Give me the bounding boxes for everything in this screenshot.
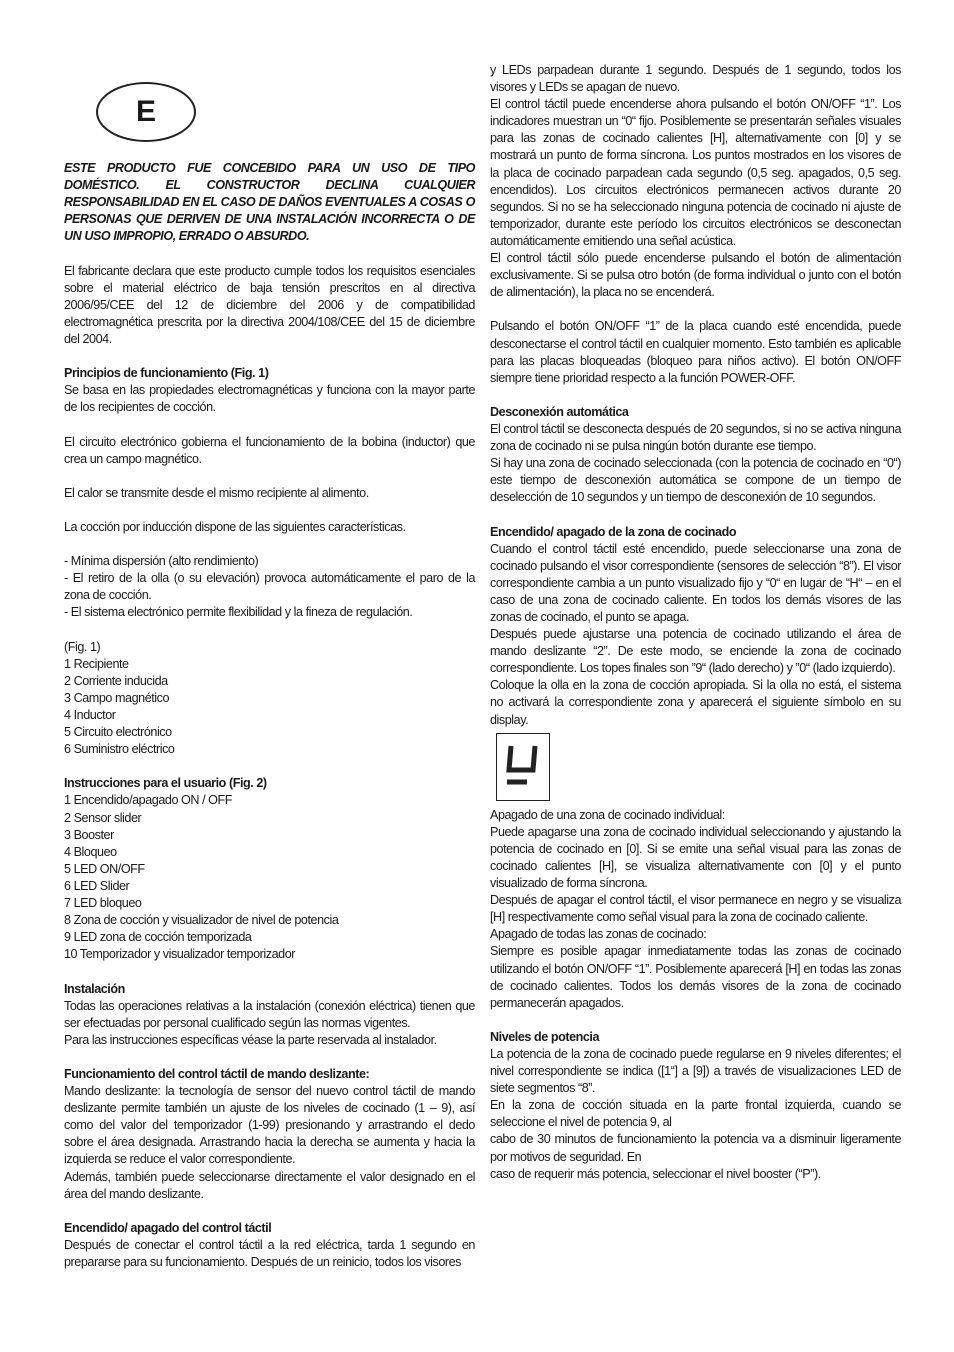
slider-heading: Funcionamiento del control táctil de mando deslizante: <box>64 1066 370 1081</box>
power-levels-heading: Niveles de potencia <box>490 1029 600 1044</box>
user-instructions-heading: Instrucciones para el usuario (Fig. 2) <box>64 776 267 791</box>
zone-paragraph: Siempre es posible apagar inmediatamente todas las zonas de cocinado utilizando el botón ON/OFF “1”. Posiblemente aparecerá [H] en todas las zonas de cocinado calientes. Todos los demás visores de la zona de cocinado permanecerán apagados. <box>490 944 901 1010</box>
zone-paragraph: Coloque la olla en la zona de cocción apropiada. Si la olla no está, el sistema no activará la correspondiente zona y aparecerá el siguiente símbolo en su display. <box>490 678 901 727</box>
list-item: 5 Circuito electrónico <box>64 725 172 740</box>
language-letter: E <box>135 95 156 128</box>
power-levels-paragraph: En la zona de cocción situada en la parte frontal izquierda, cuando se seleccione el nivel de potencia 9, al <box>490 1098 901 1130</box>
list-item: 1 Encendido/apagado ON / OFF <box>64 793 233 808</box>
onoff-continued: Pulsando el botón ON/OFF “1” de la placa cuando esté encendida, puede desconectarse el control táctil en cualquier momento. Esto también es aplicable para las placas bloqueadas (bloqueo para niños activo). El botón ON/OFF siempre tiene prioridad respecto a la función POWER-OFF. <box>490 319 901 385</box>
right-column <box>490 62 901 1183</box>
user-instructions-list <box>64 775 475 963</box>
no-pan-symbol-icon <box>496 733 550 801</box>
fig1-list <box>64 639 475 759</box>
installation-heading: Instalación <box>64 981 125 996</box>
principles-paragraph: La cocción por inducción dispone de las siguientes características. <box>64 519 406 534</box>
principles-paragraph: Se basa en las propiedades electromagnéticas y funciona con la mayor parte de los recipientes de cocción. <box>64 383 475 415</box>
installation-paragraph: Todas las operaciones relativas a la instalación (conexión eléctrica) tienen que ser efectuadas por personal cualificado según las normas vigentes. <box>64 998 475 1030</box>
list-item: 10 Temporizador y visualizador temporizador <box>64 947 296 962</box>
principles-paragraph: El calor se transmite desde el mismo recipiente al alimento. <box>64 485 369 500</box>
list-item: 2 Sensor slider <box>64 810 142 825</box>
left-column <box>64 160 475 1271</box>
principles-heading: Principios de funcionamiento (Fig. 1) <box>64 366 269 381</box>
list-item: 4 Inductor <box>64 708 116 722</box>
zone-paragraph: Cuando el control táctil esté encendido, puede seleccionarse una zona de cocinado pulsando el visor correspondiente (sensores de selección “8”). El visor correspondiente cambia a un punto visualizado fijo y “0“ en lugar de “H“ – en el caso de una zona de cocinado caliente. En todos los demás visores de las zonas de cocinado, el punto se apaga. <box>490 541 901 624</box>
power-levels-paragraph: La potencia de la zona de cocinado puede regularse en 9 niveles diferentes; el nivel correspondiente se indica ([1“] a [9]) a través de visualizaciones LED de siete segmentos “8”. <box>490 1046 901 1096</box>
zone-paragraph: Apagado de todas las zonas de cocinado: <box>490 927 707 942</box>
no-pan-symbol-graphic <box>497 734 549 800</box>
safety-warning: ESTE PRODUCTO FUE CONCEBIDO PARA UN USO DE TIPO DOMÉSTICO. EL CONSTRUCTOR DECLINA CUALQUIER RESPONSABILIDAD EN EL CASO DE DAÑOS EVENTUALES A COSAS O PERSONAS QUE DERIVEN DE UNA INSTALACIÓN INCORRECTA O DE UN USO IMPROPIO, ERRADO O ABSURDO. <box>64 161 475 244</box>
zone-paragraph: Puede apagarse una zona de cocinado individual seleccionando y ajustando la potencia de cocinado en [0]. Si se emite una señal visual para las zonas de cocinado calientes [H], se visualiza alternativamente con [0] y el punto visualizado de forma síncrona. <box>490 824 901 891</box>
list-item: 2 Corriente inducida <box>64 673 168 688</box>
onoff-continued: El control táctil sólo puede encenderse pulsando el botón de alimentación exclusivamente. Si se pulsa otro botón (de forma individual o junto con el botón de alimentación), la placa no se encenderá. <box>490 251 901 300</box>
list-item: 8 Zona de cocción y visualizador de nivel de potencia <box>64 913 339 928</box>
language-badge <box>96 82 196 142</box>
auto-off-paragraph: El control táctil se desconecta después de 20 segundos, si no se activa ninguna zona de cocinado ni se pulsa ningún botón durante ese tiempo. <box>490 421 901 454</box>
auto-off-heading: Desconexión automática <box>490 404 629 419</box>
list-item: 3 Booster <box>64 827 114 842</box>
list-item: 3 Campo magnético <box>64 690 170 705</box>
conformity-declaration: El fabricante declara que este producto cumple todos los requisitos esenciales sobre el material eléctrico de baja tensión prescritos en al directiva 2006/95/CEE del 12 de diciembre del 2006 y de compatibilidad electromagnética prescrita por la directiva 2004/108/CEE del 15 de diciembre del 2004. <box>64 263 475 346</box>
list-item: 4 Bloqueo <box>64 844 117 859</box>
principles-paragraph: El circuito electrónico gobierna el funcionamiento de la bobina (inductor) que crea un campo magnético. <box>64 434 475 466</box>
fig1-label: (Fig. 1) <box>64 639 101 654</box>
feature-bullet: - El sistema electrónico permite flexibilidad y la fineza de regulación. <box>64 605 413 620</box>
auto-off-paragraph: Si hay una zona de cocinado seleccionada (con la potencia de cocinado en “0“) este tiempo de desconexión automática se compone de un tiempo de deselección de 10 segundos y un tiempo de desconexión de 10 segundos. <box>490 456 901 505</box>
feature-bullet: - El retiro de la olla (o su elevación) provoca automáticamente el paro de la zona de cocción. <box>64 571 475 603</box>
onoff-continued: El control táctil puede encenderse ahora pulsando el botón ON/OFF “1”. Los indicadores muestran un “0“ fijo. Posiblemente se presentarán señales visuales para las zonas de cocinado calientes [H], alternativamente con [0] y se mostrará un punto de forma síncrona. Los puntos mostrados en los visores de la placa de cocinado parpadean cada segundo (0,5 seg. apagados, 0,5 seg. encendidos). Los circuitos electrónicos permanecen activos durante 20 segundos. Si no se ha seleccionado ninguna potencia de cocinado ni ajuste de temporizador, durante este período los circuitos electrónicos se desconectan automáticamente emitiendo una señal acústica. <box>490 97 901 248</box>
list-item: 1 Recipiente <box>64 656 129 671</box>
list-item: 7 LED bloqueo <box>64 896 142 911</box>
onoff-continued: y LEDs parpadean durante 1 segundo. Después de 1 segundo, todos los visores y LEDs se apagan de nuevo. <box>490 63 901 95</box>
list-item: 6 LED Slider <box>64 878 130 893</box>
slider-paragraph: Además, también puede seleccionarse directamente el valor designado en el área del mando deslizante. <box>64 1169 475 1201</box>
list-item: 5 LED ON/OFF <box>64 861 145 876</box>
installation-paragraph: Para las instrucciones específicas véase la parte reservada al instalador. <box>64 1032 437 1047</box>
list-item: 6 Suministro eléctrico <box>64 742 175 757</box>
onoff-paragraph: Después de conectar el control táctil a la red eléctrica, tarda 1 segundo en prepararse para su funcionamiento. Después de un reinicio, todos los visores <box>64 1237 475 1269</box>
list-item: 9 LED zona de cocción temporizada <box>64 930 252 945</box>
zone-heading: Encendido/ apagado de la zona de cocinado <box>490 524 737 539</box>
slider-paragraph: Mando deslizante: la tecnología de sensor del nuevo control táctil de mando deslizante permite también un ajuste de los niveles de cocinado (1 – 9), así como del valor del temporizador (1-99) presionando y arrastrando el dedo sobre el área designada. Arrastrando hacia la derecha se aumenta y hacia la izquierda se reduce el valor correspondiente. <box>64 1084 475 1167</box>
power-levels-paragraph: cabo de 30 minutos de funcionamiento la potencia va a disminuir ligeramente por motivos de seguridad. En <box>490 1132 901 1164</box>
zone-paragraph: Después puede ajustarse una potencia de cocinado utilizando el área de mando deslizante “2”. De este modo, se enciende la zona de cocinado correspondiente. Los topes finales son ”9“ (lado derecho) y ”0“ (lado izquierdo). <box>490 627 901 676</box>
feature-bullet: - Mínima dispersión (alto rendimiento) <box>64 554 259 569</box>
zone-paragraph: Apagado de una zona de cocinado individual: <box>490 807 725 822</box>
onoff-heading: Encendido/ apagado del control táctil <box>64 1220 272 1235</box>
zone-paragraph: Después de apagar el control táctil, el visor permanece en negro y se visualiza [H] respectivamente como señal visual para la zona de cocinado caliente. <box>490 893 901 925</box>
power-levels-paragraph: caso de requerir más potencia, seleccionar el nivel booster (“P”). <box>490 1166 821 1181</box>
